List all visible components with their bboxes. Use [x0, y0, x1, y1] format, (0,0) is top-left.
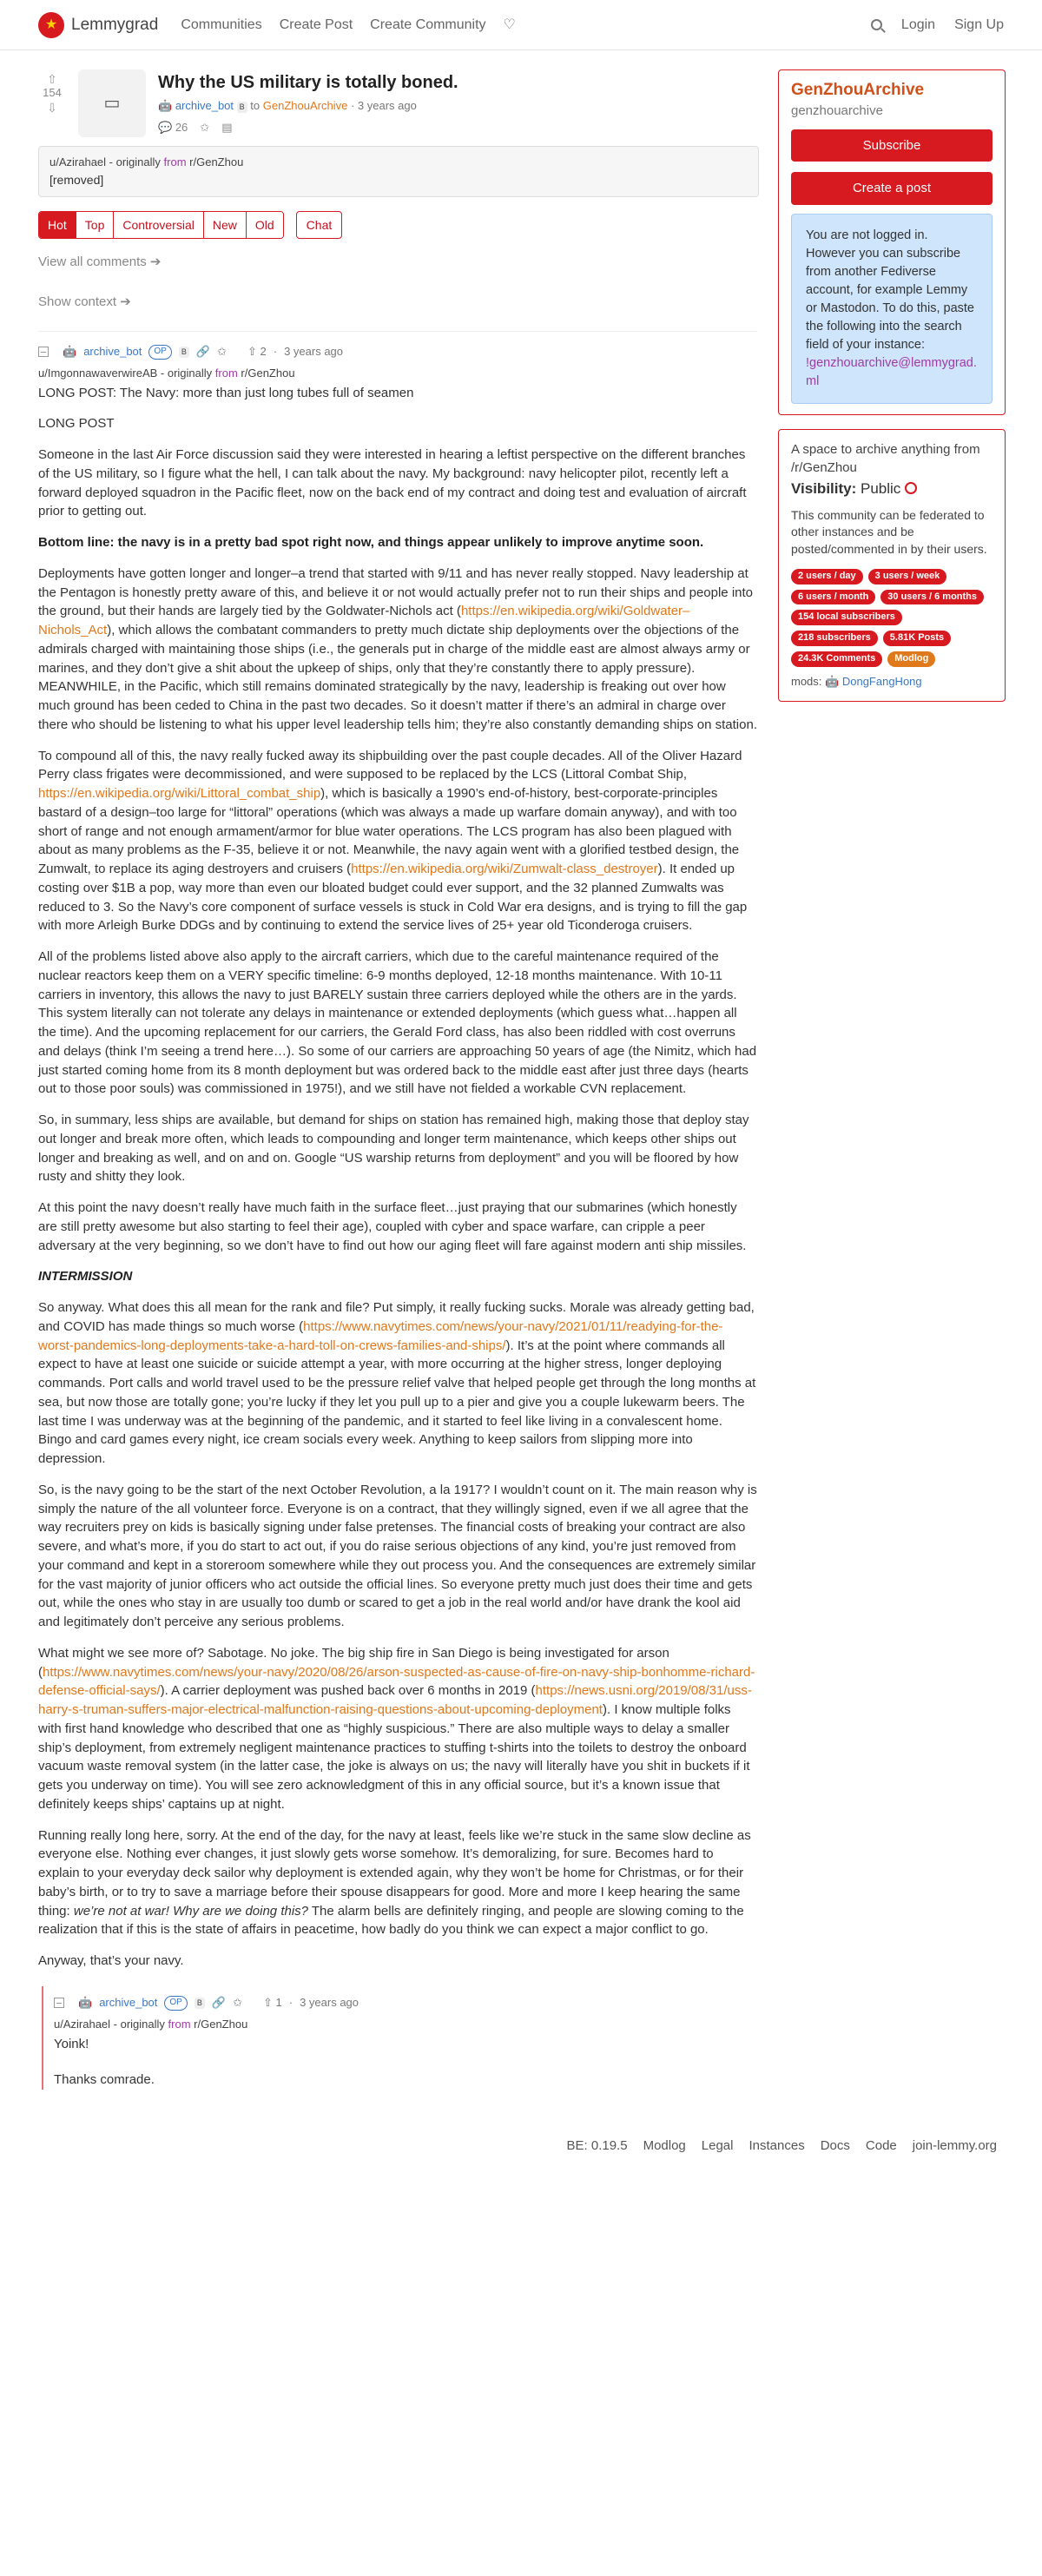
footer-legal[interactable]: Legal: [701, 2138, 734, 2154]
comments-count[interactable]: [158, 120, 188, 136]
search-icon[interactable]: [871, 19, 882, 30]
op-badge: OP: [164, 1996, 187, 2011]
post-community[interactable]: GenZhouArchive: [262, 99, 348, 112]
comment-paragraph: LONG POST: [38, 416, 115, 432]
op-badge: OP: [148, 345, 171, 360]
post-meta: [158, 98, 458, 115]
dot-separator: ·: [288, 1995, 293, 2009]
link-icon[interactable]: 🔗: [211, 1995, 227, 2009]
post-source-user: u/Azirahael: [49, 155, 107, 168]
comment-score-value: 1: [275, 1995, 282, 2009]
comment-time: 3 years ago: [284, 344, 344, 358]
bot-badge: B: [195, 1998, 205, 2009]
comment-source-sub: r/GenZhou: [194, 2017, 248, 2031]
sort-new[interactable]: New: [204, 212, 247, 238]
comment-author[interactable]: archive_bot: [83, 344, 142, 358]
signup-link[interactable]: Sign Up: [954, 17, 1004, 32]
comment-author[interactable]: archive_bot: [99, 1995, 158, 2009]
comment-source-originally: - originally: [160, 366, 213, 380]
intermission-heading: INTERMISSION: [38, 1269, 133, 1285]
arson-link[interactable]: https://www.navytimes.com/news/your-navy/2020/08/26/arson-suspected-as-cause-of-fire-on-navy-ship-bonhomme-richard-defense-official-says/: [38, 1664, 755, 1699]
sidebar: [778, 69, 1006, 2090]
star-icon[interactable]: ✩: [217, 344, 227, 358]
comment-icon: 💬: [158, 120, 173, 134]
sort-old[interactable]: Old: [247, 212, 283, 238]
show-context-link[interactable]: Show context ➔: [38, 294, 131, 310]
text-run: ), which is basically a 1990’s end-of-history, best-corporate-principles bastard of a design–too large for “littoral” operations (which was always a made up warfare domain anyway), and with too short of range and not enough armament/armor for blue water operations. The LCS program has also been plagued with about as many problems as the F-35, believe it or not. Meanwhile, the navy again went with a glorified testbed design, the Zumwalt, to replace its aging destroyers and cruisers (: [38, 786, 740, 877]
text-run: So anyway. What does this all mean for the rank and file? Put simply, it really fucking sucks. Morale was already getting bad, and COVID has made things so much worse (: [38, 1300, 755, 1334]
community-name: genzhouarchive: [791, 102, 883, 118]
text-run: To compound all of this, the navy really fucked away its shipbuilding over the past couple decades. All of the Oliver Hazard Perry class frigates were decommissioned, and were supposed to be replaced by the LCS (Littoral Combat Ship,: [38, 748, 742, 783]
stat-badge: 24.3K Comments: [791, 651, 882, 667]
comment-paragraph: Thanks comrade.: [54, 2072, 155, 2088]
globe-icon: [905, 482, 917, 494]
text-run: ). I know multiple folks with first hand knowledge who described that one as “highly suspicious.” There are also multiple ways to delay a smaller ship’s deployment, from extremely negligent maintenance practices to stuffing t-shirts into the toilets to destroy the onboard vacuum waste removal system (in the latter case, the joke is always on us; the navy will literally have you shit in buckets if it gets you underway on time). You will see zero acknowledgment of this in any official source, but it’s a known issue that definitely keeps ships’ captains up at night.: [38, 1702, 750, 1812]
login-link[interactable]: Login: [900, 17, 936, 32]
community-account[interactable]: !genzhouarchive@lemmygrad.ml: [806, 356, 977, 389]
text-run: ). It ended up costing over $1B a pop, way more than even our bloated budget could ever support, and the 32 planned Zumwalts was reduced to 3. So the Navy’s core component of surface vessels is stuck in Cold War era designs, and is trying to fill the gap with more Arleigh Burke DDGs and by continuing to extend the service lives of 25+ year old Ticonderoga cruisers.: [38, 862, 748, 934]
comment-time: 3 years ago: [300, 1995, 359, 2009]
sort-top[interactable]: Top: [76, 212, 115, 238]
footer-code[interactable]: Code: [865, 2138, 897, 2154]
text-run: The alarm bells are definitely ringing, and people are slowing coming to the realization that if this is the state of affairs in peacetime, how badly do you think we can expect a major conflict to go.: [38, 1903, 744, 1938]
navbar: [0, 0, 1042, 50]
about-card: [778, 429, 1006, 702]
bot-avatar-icon: 🤖: [63, 344, 77, 358]
comment-paragraph: [38, 1298, 757, 1469]
main-content: [38, 69, 757, 2090]
document-icon[interactable]: ▤: [221, 120, 233, 134]
visibility-label: Visibility:: [791, 480, 857, 498]
comment-body: [38, 384, 757, 1971]
mods-label: mods:: [791, 675, 822, 689]
federation-text: This community can be federated to other instances and be posted/commented in by their users.: [791, 507, 987, 557]
footer-version[interactable]: BE: 0.19.5: [566, 2138, 628, 2154]
comment-header: [38, 344, 757, 360]
visibility-value: Public: [861, 480, 901, 498]
comment-paragraph: So, is the navy going to be the start of the next October Revolution, a la 1917? I wouldn’t count on it. The main reason why is simply the nature of the all volunteer force. Everyone is on a contract, that they willingly signed, even if we all agree that the way recruiters prey on kids is basically signing under false pretenses. The financial costs of breaking your contract are also severe, and what’s more, if you do start to act out, if you do raise serious objections of any kind, you’re just removed from your command and kept in a storeroom somewhere while they out process you. And the consequences are extremely similar for the vast majority of junior officers who act outside the official lines. So everyone pretty much just does their time and gets out, while the ones who stay in are usually too dumb or scared to get a job in the real world and/or have drank the kool aid and legitimately don’t perceive any serious problems.: [38, 1482, 757, 1630]
stat-badge: 154 local subscribers: [791, 610, 902, 625]
comment-source-user: u/Azirahael: [54, 2017, 111, 2031]
modlog-badge[interactable]: Modlog: [887, 651, 935, 667]
stat-badge: 3 users / week: [868, 569, 947, 585]
littoral-combat-ship-link[interactable]: https://en.wikipedia.org/wiki/Littoral_combat_ship: [38, 786, 321, 802]
comment: [38, 331, 757, 2090]
sort-controversial[interactable]: Controversial: [114, 212, 203, 238]
comment-source: [38, 366, 757, 382]
subscribe-button[interactable]: Subscribe: [791, 129, 993, 162]
comments-count-value: 26: [175, 120, 188, 134]
comment-source-sub: r/GenZhou: [241, 366, 295, 380]
comment-paragraph: Someone in the last Air Force discussion said they were interested in hearing a leftist perspective on the different branches of the US military, so I figure what the hell, I can talk about the navy. My background: navy helicopter pilot, recently left a forward deployed squadron in the Pacific fleet, now on the back end of my contract and doing test and evaluation of aircraft prior to getting out.: [38, 447, 747, 519]
comment-paragraph: All of the problems listed above also apply to the aircraft carriers, which due to the careful maintenance required of the nuclear reactors keep them on a VERY specific timeline: 6-9 months deployed, 12-18 months maintenance. With 10-11 carriers in inventory, this allows the navy to just BARELY sustain three carriers deployed while the others are in the yards. This system literally can not tolerate any delays in maintenance or extended deployments (which guess what…happen all the time). And the upcoming replacement for our carriers, the Gerald Ford class, has also been riddled with cost overruns and delays (think I’m seeing a trend here…). So some of our carriers are approaching 50 years of age (the Nimitz, which had just started coming home from its 8 month deployment but was ordered back to the middle east after just three days (hearts out to those poor souls) was commissioned in 1975!), and we still have not fielded a workable CVN replacement.: [38, 949, 757, 1097]
comment-paragraph: At this point the navy doesn’t really have much faith in the surface fleet…just praying that our submarines (which honestly are still pretty awesome but also starting to feel their age), coupled with cyber and space warfare, can cripple a peer adversary at the very beginning, so we don’t have to find out how our aging fleet will fare against modern anti ship missiles.: [38, 1200, 747, 1253]
nav-links: [181, 15, 516, 35]
comment-score: [263, 1995, 282, 2011]
post-time: · 3 years ago: [350, 99, 417, 112]
post-header: [38, 69, 757, 137]
bot-avatar-icon: 🤖: [158, 99, 173, 112]
star-icon[interactable]: ✩: [233, 1995, 242, 2009]
comment-source: [54, 2017, 757, 2033]
moderators: [791, 674, 993, 690]
comment-body: [54, 2035, 757, 2091]
text-run: What might we see more of? Sabotage. No joke. The big ship fire in San Diego is being investigated for arson (: [38, 1645, 669, 1680]
text-run: Running really long here, sorry. At the end of the day, for the navy at least, feels like we’re stuck in the same slow decline as everyone else. Nothing ever changes, it just slowly gets worse somehow. It’s demoralizing, for sure. Becomes hard to explain to your everyday deck sailor why deployment is extended again, why they won’t be home for Christmas, or for their baby’s birth, or to try to save a marriage before their spouse disappears for good. More and more I keep hearing the same thing:: [38, 1827, 751, 1919]
login-notice: [791, 214, 993, 404]
post-info: [158, 69, 458, 137]
comment-paragraph: [38, 1826, 757, 1940]
comment-paragraph: Yoink!: [54, 2036, 89, 2051]
post-body: [38, 146, 759, 197]
nav-communities[interactable]: Communities: [181, 17, 262, 32]
page-layout: [0, 50, 1042, 2090]
stats-badges: [791, 569, 993, 668]
stat-badge: 6 users / month: [791, 590, 875, 605]
community-description: A space to archive anything from /r/GenZhou: [791, 442, 980, 476]
text-run: Deployments have gotten longer and longer–a trend that started with 9/11 and has never really stopped. Navy leadership at the Pentagon is honestly pretty aware of this, and believe it or not would actually prefer not to run their ships and people into the ground, but their hands are largely tied by the Goldwater-Nichols act (: [38, 565, 754, 619]
create-post-button[interactable]: Create a post: [791, 172, 993, 205]
post-author[interactable]: archive_bot: [175, 99, 234, 112]
brand[interactable]: [38, 12, 158, 38]
text-run: ). It’s at the point where commands all expect to have at least one suicide or suicide attempt a year, with more occurring at the higher stress, longer deploying commands. Port calls and world travel used to be the pressure relief valve that helped people get through the long months at sea, but now those are totally gone; you’re lucky if they let you pull up to a pier and give you a couple lukewarm beers. The last time I was underway was at the beginning of the pandemic, and it started to feel like living in a convalescent home. Bingo and card games every night, ice cream socials every week. Anything to keep sailors from slipping more into depression.: [38, 1338, 756, 1467]
navytimes-link[interactable]: https://www.navytimes.com/news/your-navy/2021/01/11/readying-for-the-worst-pandemics-long-deployments-take-a-hard-toll-on-crews-families-and-ships/: [38, 1318, 723, 1353]
comment-paragraph: [38, 533, 757, 552]
comment-sort-row: [38, 211, 757, 239]
collapse-icon[interactable]: [38, 347, 49, 357]
nav-right: [871, 15, 1004, 35]
sort-hot[interactable]: Hot: [39, 212, 76, 238]
bot-avatar-icon: 🤖: [78, 1995, 93, 2009]
post-source-originally: - originally: [109, 155, 161, 168]
post-to: to: [250, 99, 260, 112]
stat-badge: 2 users / day: [791, 569, 863, 585]
post-vote: [38, 69, 66, 137]
nav-create-community[interactable]: Create Community: [370, 17, 486, 32]
reply-comment: [42, 1986, 757, 2090]
comment-paragraph: Anyway, that’s your navy.: [38, 1953, 184, 1969]
post-source-from: from: [163, 155, 187, 168]
upvote-small-icon: ⇧: [247, 344, 257, 358]
upvote-icon[interactable]: ⇧: [47, 72, 57, 86]
downvote-icon[interactable]: ⇩: [47, 100, 57, 115]
italic-quote: we’re not at war! Why are we doing this?: [73, 1903, 308, 1919]
community-card: [778, 69, 1006, 415]
goldwater-nichols-link[interactable]: https://en.wikipedia.org/wiki/Goldwater–Nichols_Act: [38, 604, 690, 638]
comment-score: [247, 344, 267, 360]
text-run: ). A carrier deployment was pushed back over 6 months in 2019 (: [160, 1683, 536, 1699]
post-thumbnail[interactable]: [78, 69, 146, 137]
comment-source-from: from: [168, 2017, 191, 2031]
nav-create-post[interactable]: Create Post: [279, 17, 353, 32]
star-icon[interactable]: ✩: [200, 120, 210, 134]
dot-separator: ·: [273, 344, 278, 358]
mod-avatar-icon: 🤖: [825, 675, 840, 689]
bot-badge: B: [179, 347, 189, 358]
footer-modlog[interactable]: Modlog: [643, 2138, 686, 2154]
post-source: [49, 155, 748, 171]
brand-name: Lemmygrad: [71, 15, 159, 34]
community-title[interactable]: GenZhouArchive: [791, 81, 925, 99]
heart-icon[interactable]: ♡: [503, 17, 516, 32]
comment-paragraph: LONG POST: The Navy: more than just long tubes full of seamen: [38, 385, 414, 400]
footer: [0, 2090, 1042, 2175]
link-icon[interactable]: 🔗: [195, 344, 211, 358]
chat-button[interactable]: Chat: [296, 211, 343, 239]
upvote-small-icon: ⇧: [262, 1995, 273, 2009]
text-run: ), which allows the combatant commanders to pretty much dictate ship deployments over the objections of the admirals charged with maintaining those ships (i.e., the generals put in charge of the middle east are almost always army or marines, and they don’t give a shit about the upkeep of ships, only that they’re constantly there to apply pressure). MEANWHILE, in the Pacific, which still remains dominated strategically by the navy, leadership is freaking out over how much ground has been ceded to China in the past two decades. So it doesn’t matter if there’s an admiral in charge over there who should be listening to what his upper level leadership tells him; they’re also constantly demanding ships on station.: [38, 623, 757, 732]
post-title[interactable]: Why the US military is totally boned.: [158, 73, 458, 92]
stat-badge: 218 subscribers: [791, 631, 878, 646]
stat-badge: 30 users / 6 months: [880, 590, 984, 605]
sort-options: [38, 211, 284, 239]
comment-score-value: 2: [260, 344, 267, 358]
lemmygrad-logo-icon: ★: [38, 12, 64, 38]
comment-paragraph: [38, 1644, 757, 1814]
post-removed-text: [removed]: [49, 172, 104, 187]
view-all-comments-link[interactable]: View all comments ➔: [38, 254, 162, 270]
collapse-icon[interactable]: [54, 1998, 64, 2008]
bot-badge: B: [237, 102, 247, 113]
zumwalt-link[interactable]: https://en.wikipedia.org/wiki/Zumwalt-class_destroyer: [351, 862, 658, 877]
comment-header: [54, 1995, 757, 2011]
visibility: [791, 479, 993, 500]
post-score: 154: [43, 86, 62, 99]
comment-source-originally: - originally: [113, 2017, 165, 2031]
text-post-icon: ▭: [103, 93, 121, 113]
notice-text: You are not logged in. However you can subscribe from another Fediverse account, for example Lemmy or Mastodon. To do this, paste the following into the search field of your instance:: [806, 228, 974, 353]
footer-docs[interactable]: Docs: [820, 2138, 850, 2154]
bold-line: Bottom line: the navy is in a pretty bad spot right now, and things appear unlikely to improve anytime soon.: [38, 535, 704, 551]
footer-join-lemmy[interactable]: join-lemmy.org: [912, 2138, 997, 2154]
stat-badge: 5.81K Posts: [883, 631, 951, 646]
comment-paragraph: [38, 1267, 757, 1286]
comment-paragraph: [38, 565, 757, 735]
comment-paragraph: [38, 747, 757, 936]
comment-paragraph: So, in summary, less ships are available, but demand for ships on station has remained high, making those that deploy stay out longer and break more often, which leads to compounding and longer term maintenance, which keeps other ships out longer and breaking as well, and on and on. Google “US warship returns from deployment” and you will be floored by how rusty and shitty they look.: [38, 1113, 749, 1185]
comment-source-user: u/ImgonnawaverwireAB: [38, 366, 158, 380]
post-source-sub: r/GenZhou: [189, 155, 244, 168]
usni-link[interactable]: https://news.usni.org/2019/08/31/uss-harry-s-truman-suffers-major-electrical-malfunction-raising-questions-about-upcoming-deployment: [38, 1683, 752, 1718]
post-actions: [158, 120, 458, 136]
mod-user[interactable]: DongFangHong: [841, 675, 922, 689]
comment-source-from: from: [214, 366, 238, 380]
footer-instances[interactable]: Instances: [749, 2138, 805, 2154]
